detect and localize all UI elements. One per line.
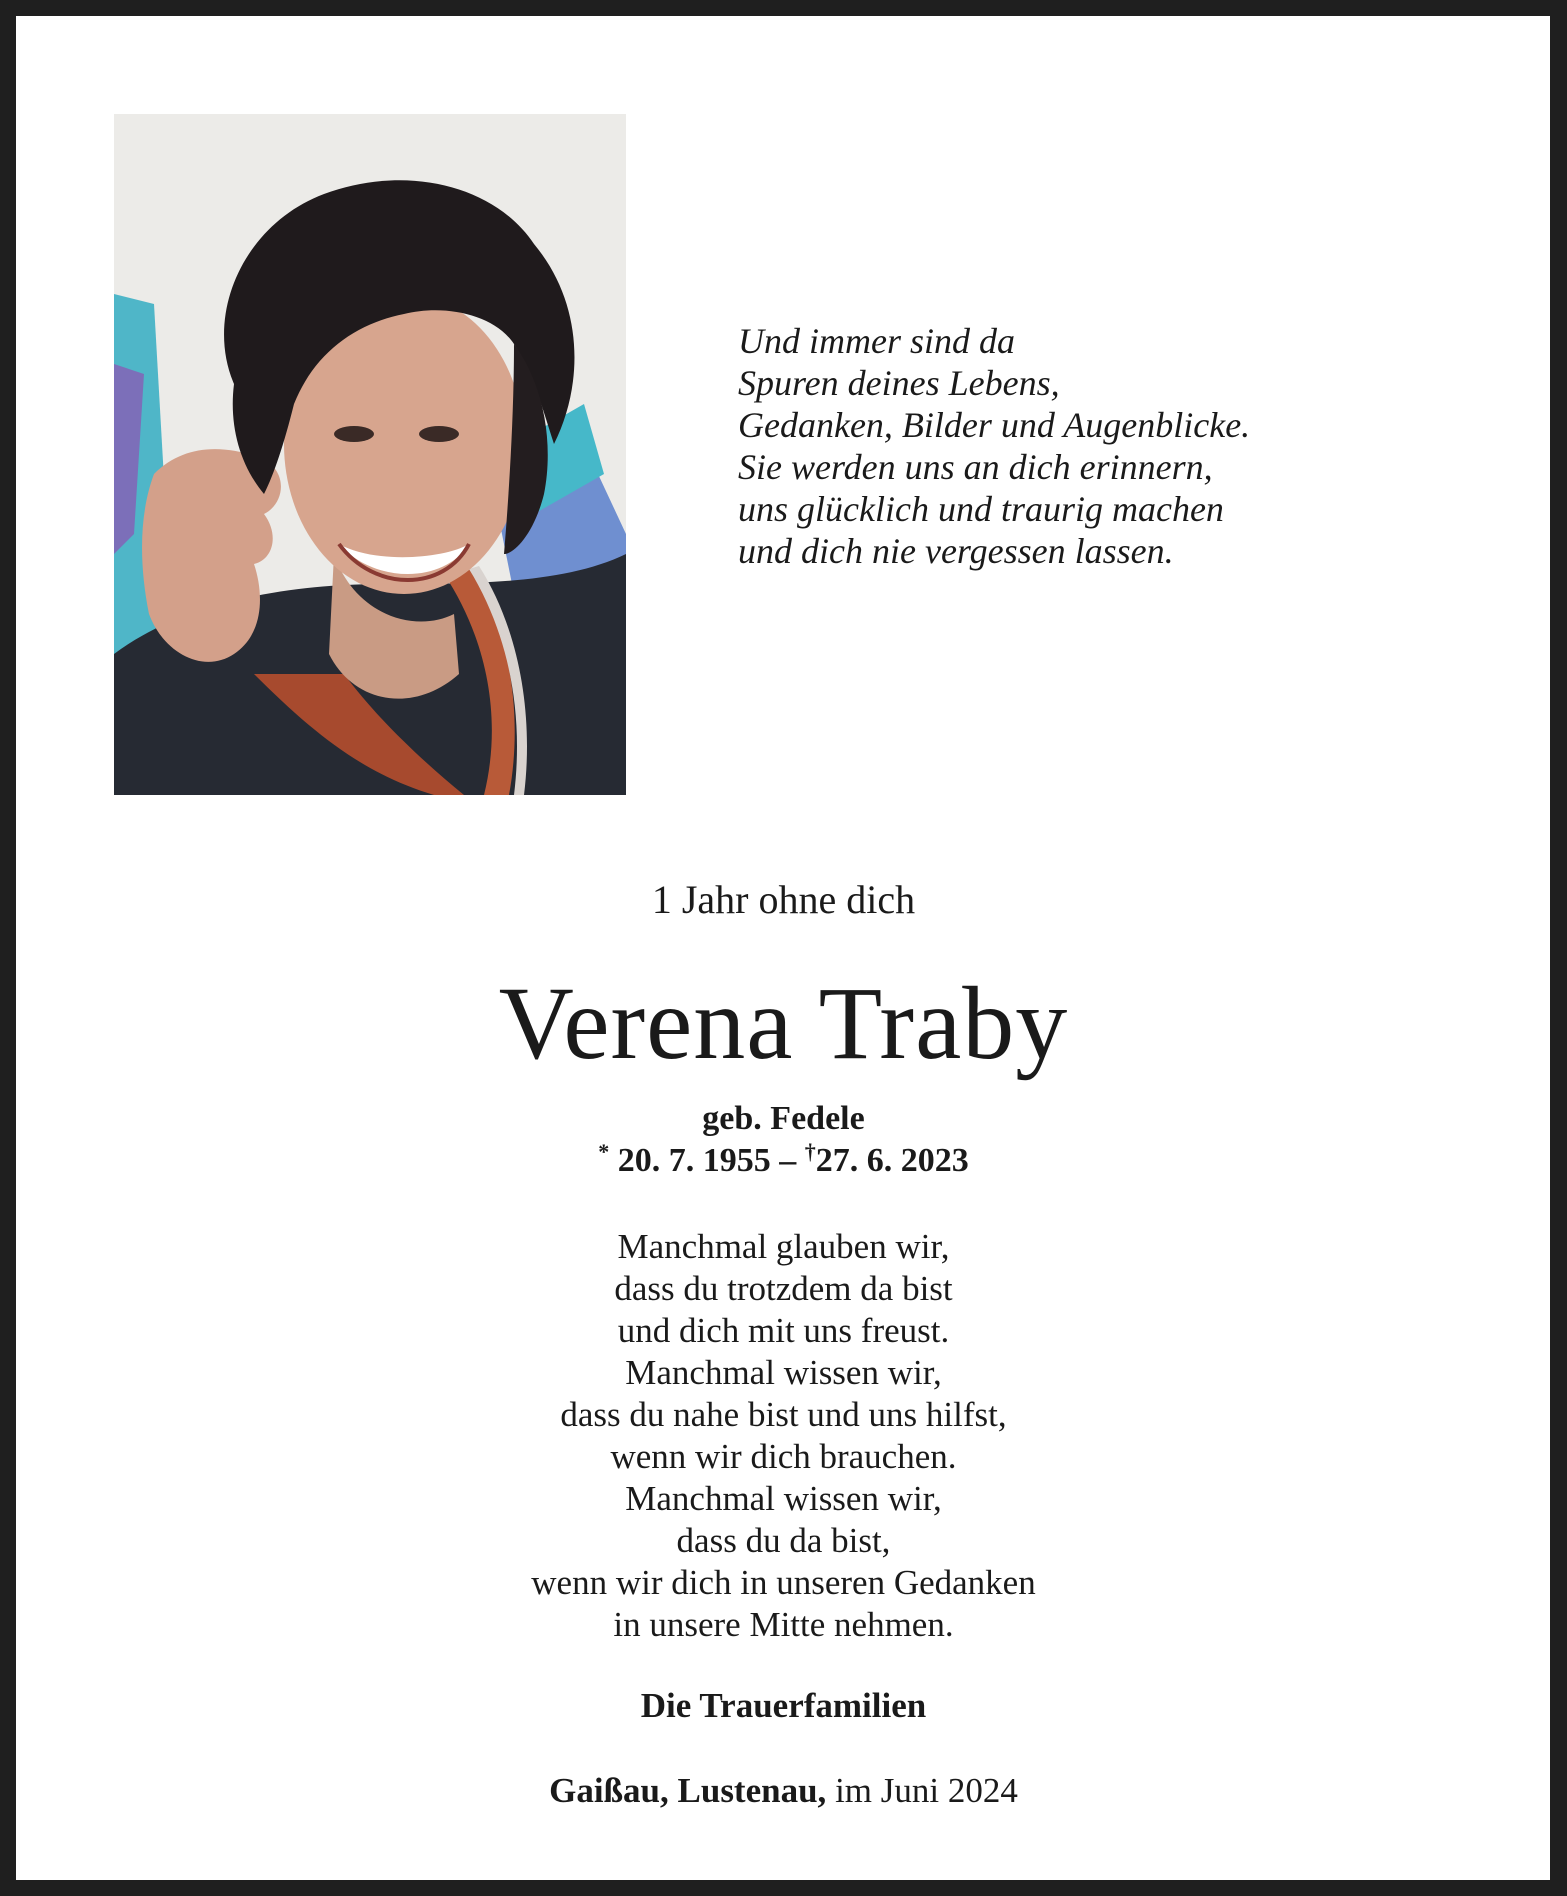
family-signoff: Die Trauerfamilien — [640, 1686, 927, 1725]
birth-date: 20. 7. 1955 — [617, 1142, 771, 1179]
portrait-illustration — [114, 114, 626, 795]
quote-line: Spuren deines Lebens, — [738, 363, 1060, 403]
anniversary-text: 1 Jahr ohne dich — [651, 877, 916, 922]
poem-line: dass du da bist, — [676, 1521, 891, 1560]
quote-line: Gedanken, Bilder und Augenblicke. — [738, 405, 1251, 445]
place-date: im Juni 2024 — [826, 1771, 1018, 1810]
place-and-date — [0, 1770, 1567, 1812]
quote-line: und dich nie vergessen lassen. — [738, 531, 1174, 571]
quote-line: uns glücklich und traurig machen — [738, 489, 1224, 529]
life-dates — [0, 1140, 1567, 1182]
poem-line: Manchmal glauben wir, — [617, 1227, 950, 1266]
place-locations: Gaißau, Lustenau, — [549, 1771, 827, 1810]
death-symbol: † — [804, 1139, 816, 1164]
poem-line: wenn wir dich brauchen. — [610, 1437, 957, 1476]
poem-line: Manchmal wissen wir, — [625, 1479, 942, 1518]
poem-line: in unsere Mitte nehmen. — [613, 1605, 954, 1644]
quote-line: Sie werden uns an dich erinnern, — [738, 447, 1213, 487]
portrait-photo — [114, 114, 626, 795]
maiden-name: geb. Fedele — [702, 1100, 865, 1137]
memorial-poem — [0, 1226, 1567, 1646]
death-date: 27. 6. 2023 — [815, 1142, 969, 1179]
memorial-quote — [738, 320, 1498, 572]
quote-line: Und immer sind da — [738, 321, 1015, 361]
poem-line: dass du nahe bist und uns hilfst, — [560, 1395, 1007, 1434]
birth-symbol: * — [598, 1139, 610, 1164]
poem-line: wenn wir dich in unseren Gedanken — [531, 1563, 1036, 1602]
poem-line: Manchmal wissen wir, — [625, 1353, 942, 1392]
date-separator: – — [779, 1142, 797, 1179]
poem-line: dass du trotzdem da bist — [614, 1269, 953, 1308]
deceased-name: Verena Traby — [498, 966, 1069, 1081]
poem-line: und dich mit uns freust. — [617, 1311, 950, 1350]
